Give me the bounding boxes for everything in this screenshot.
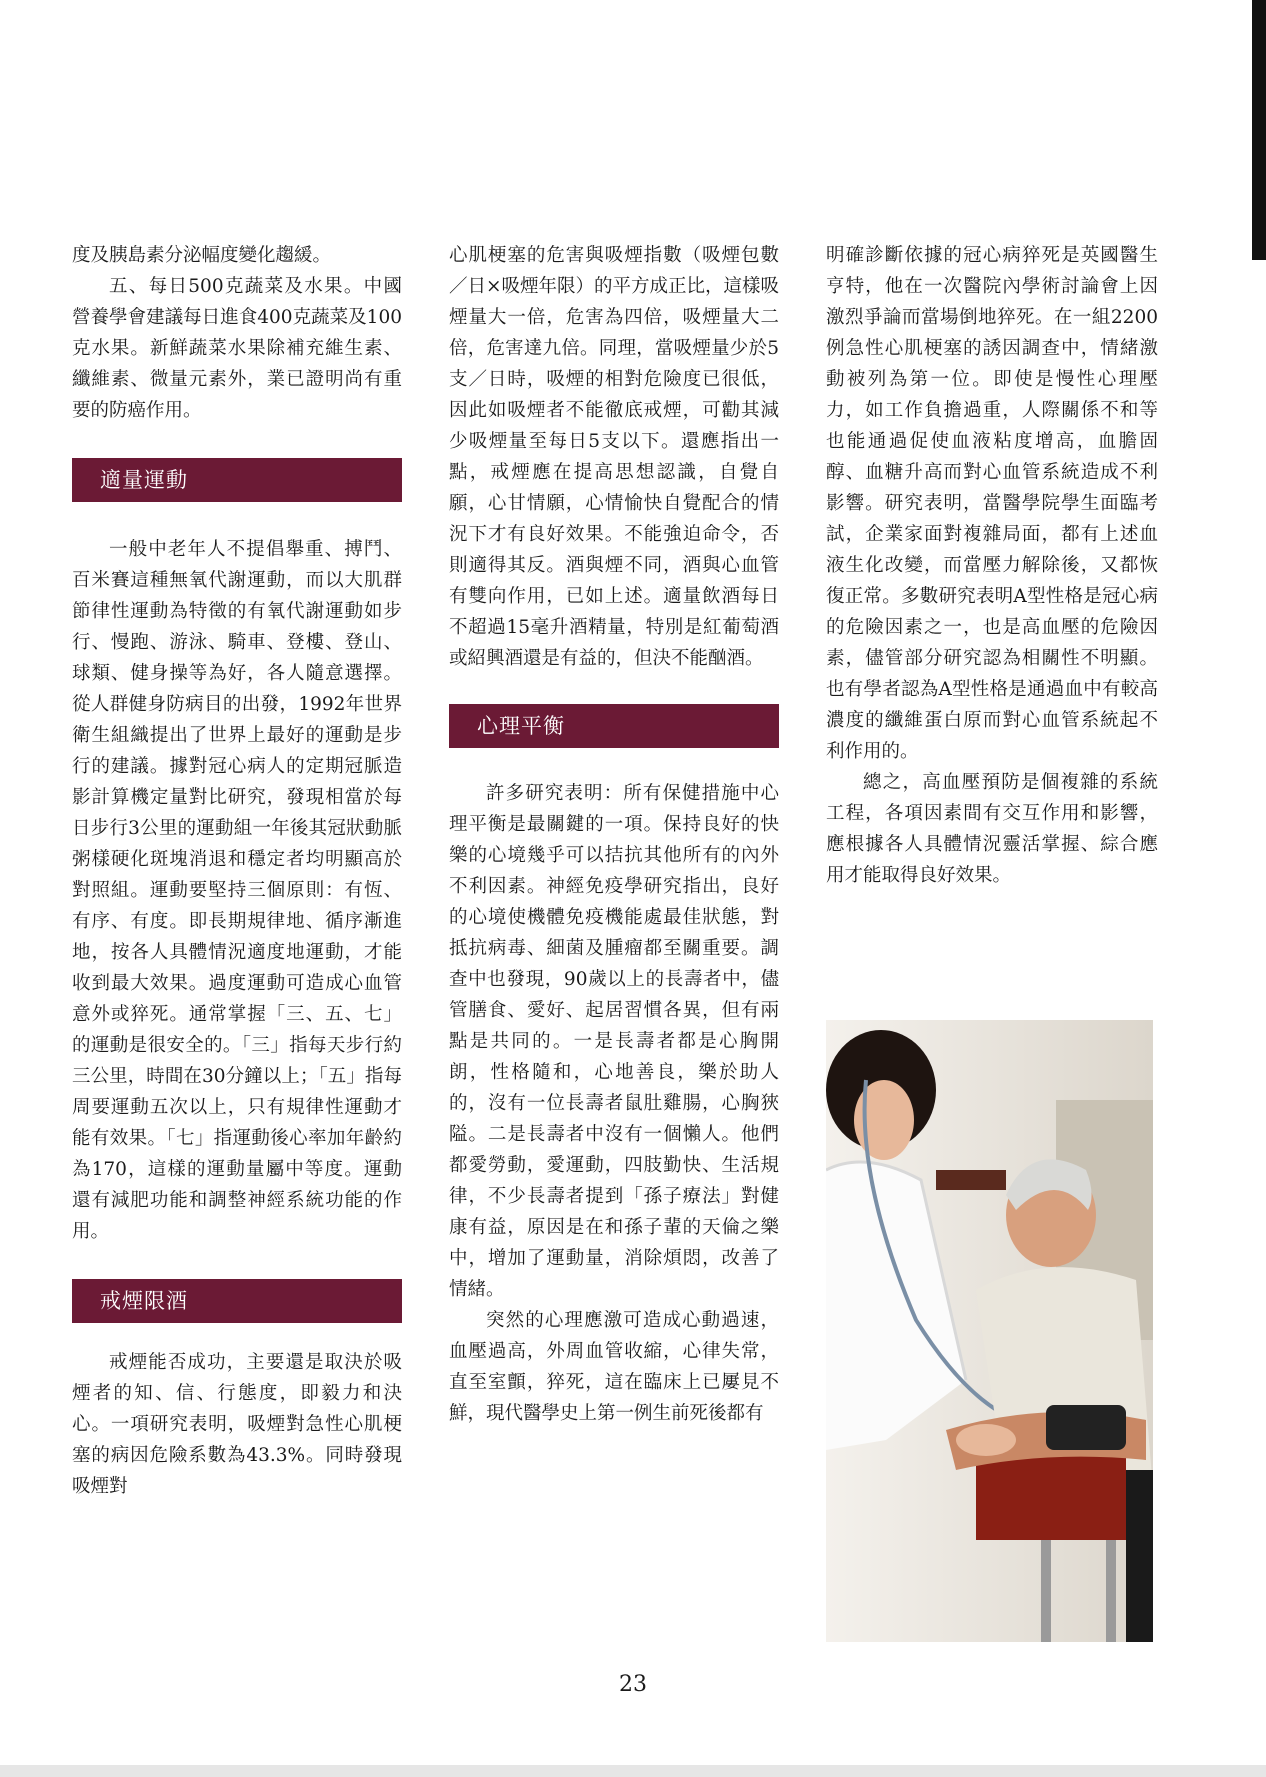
paragraph: 度及胰島素分泌幅度變化趨緩。	[72, 245, 332, 266]
paragraph: 五、每日500克蔬菜及水果。中國營養學會建議每日進食400克蔬菜及100克水果。新鮮蔬菜水果除補充維生素、纖維素、微量元素外，業已證明尚有重要的防癌作用。	[72, 276, 402, 421]
section-heading-mental-balance: 心理平衡	[449, 704, 779, 748]
photo-nurse-measuring-blood-pressure	[826, 1020, 1153, 1642]
text-column-3	[826, 240, 1158, 891]
section-heading-smoking-drinking: 戒煙限酒	[72, 1279, 402, 1323]
paragraph: 一般中老年人不提倡舉重、搏鬥、百米賽這種無氧代謝運動，而以大肌群節律性運動為特徵的有氧代謝運動如步行、慢跑、游泳、騎車、登樓、登山、球類、健身操等為好，各人隨意選擇。從人群健身防病目的出發，1992年世界衛生組織提出了世界上最好的運動是步行的建議。據對冠心病人的定期冠脈造影計算機定量對比研究，發現相當於每日步行3公里的運動組一年後其冠狀動脈粥樣硬化斑塊消退和穩定者均明顯高於對照組。運動要堅持三個原則：有恆、有序、有度。即長期規律地、循序漸進地，按各人具體情況適度地運動，才能收到最大效果。過度運動可造成心血管意外或猝死。通常掌握「三、五、七」的運動是很安全的。「三」指每天步行約三公里，時間在30分鐘以上；「五」指每周要運動五次以上，只有規律性運動才能有效果。「七」指運動後心率加年齡約為170，這樣的運動量屬中等度。運動還有減肥功能和調整神經系統功能的作用。	[72, 539, 402, 1242]
page-number: 23	[619, 1672, 647, 1697]
paragraph: 突然的心理應激可造成心動過速，血壓過高，外周血管收縮，心律失常，直至室顫，猝死，這在臨床上已屢見不鮮，現代醫學史上第一例生前死後都有	[449, 1310, 779, 1424]
paragraph: 總之，高血壓預防是個複雜的系統工程，各項因素間有交互作用和影響，應根據各人具體情況靈活掌握、綜合應用才能取得良好效果。	[826, 772, 1158, 886]
text-column-1	[72, 240, 402, 1502]
paragraph: 心肌梗塞的危害與吸煙指數（吸煙包數／日×吸煙年限）的平方成正比，這樣吸煙量大一倍，危害為四倍，吸煙量大二倍，危害達九倍。同理，當吸煙量少於5支／日時，吸煙的相對危險度已很低，因此如吸煙者不能徹底戒煙，可勸其減少吸煙量至每日5支以下。還應指出一點，戒煙應在提高思想認識，自覺自願，心甘情願，心情愉快自覺配合的情況下才有良好效果。不能強迫命令，否則適得其反。酒與煙不同，酒與心血管有雙向作用，已如上述。適量飲酒每日不超過15毫升酒精量，特別是紅葡萄酒或紹興酒還是有益的，但決不能酗酒。	[449, 245, 780, 669]
paragraph: 戒煙能否成功，主要還是取決於吸煙者的知、信、行態度，即毅力和決心。一項研究表明，吸煙對急性心肌梗塞的病因危險系數為43.3%。同時發現吸煙對	[72, 1352, 402, 1497]
section-heading-exercise: 適量運動	[72, 458, 402, 502]
photo-illustration	[826, 1020, 1153, 1642]
paragraph: 明確診斷依據的冠心病猝死是英國醫生亨特，他在一次醫院內學術討論會上因激烈爭論而當場倒地猝死。在一組2200例急性心肌梗塞的誘因調查中，情緒激動被列為第一位。即使是慢性心理壓力，如工作負擔過重，人際關係不和等也能通過促使血液粘度增高，血膽固醇、血糖升高而對心血管系統造成不利影響。研究表明，當醫學院學生面臨考試，企業家面對複雜局面，都有上述血液生化改變，而當壓力解除後，又都恢復正常。多數研究表明A型性格是冠心病的危險因素之一，也是高血壓的危險因素，儘管部分研究認為相關性不明顯。也有學者認為A型性格是通過血中有較高濃度的纖維蛋白原而對心血管系統起不利作用的。	[826, 245, 1158, 762]
scan-edge-mark	[1252, 0, 1266, 260]
scan-edge-bottom	[0, 1765, 1266, 1777]
text-column-2	[449, 240, 779, 1429]
paragraph: 許多研究表明：所有保健措施中心理平衡是最關鍵的一項。保持良好的快樂的心境幾乎可以拮抗其他所有的內外不利因素。神經免疫學研究指出，良好的心境使機體免疫機能處最佳狀態，對抵抗病毒、細菌及腫瘤都至關重要。調查中也發現，90歲以上的長壽者中，儘管膳食、愛好、起居習慣各異，但有兩點是共同的。一是長壽者都是心胸開朗，性格隨和，心地善良，樂於助人的，沒有一位長壽者鼠肚雞腸，心胸狹隘。二是長壽者中沒有一個懶人。他們都愛勞動，愛運動，四肢勤快、生活規律，不少長壽者提到「孫子療法」對健康有益，原因是在和孫子輩的天倫之樂中，增加了運動量，消除煩悶，改善了情緒。	[449, 783, 779, 1300]
